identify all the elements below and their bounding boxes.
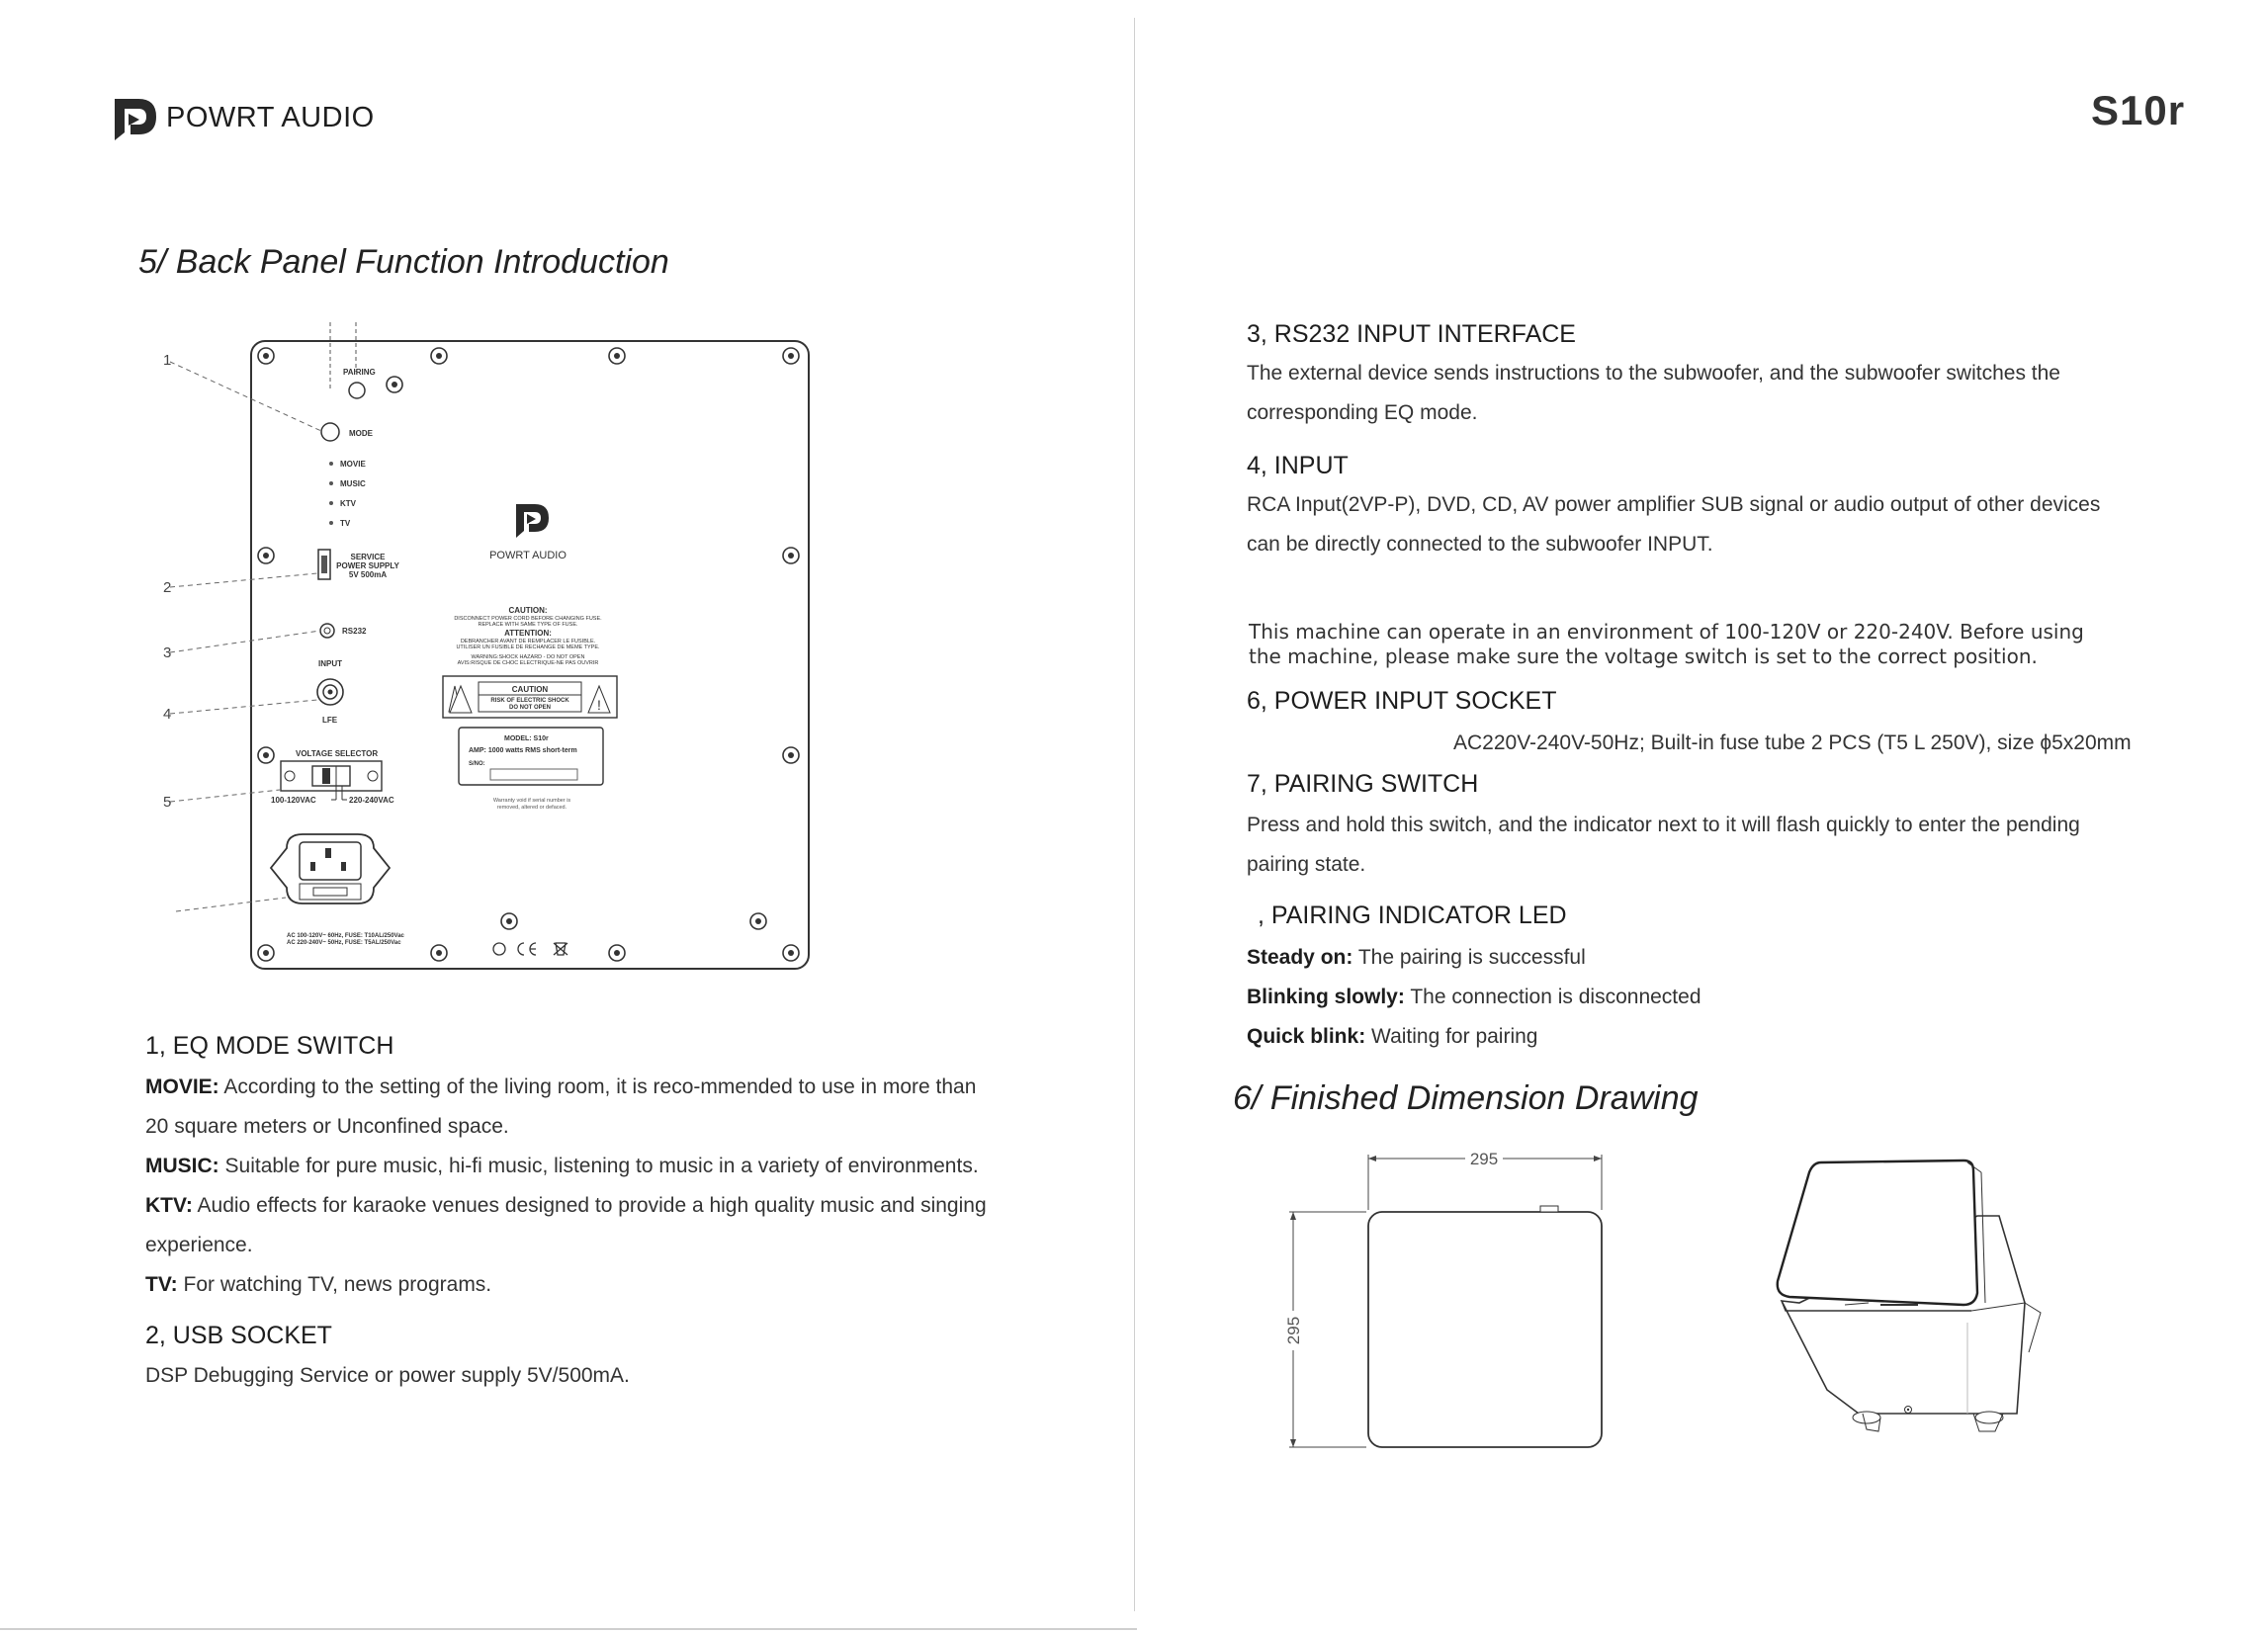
isometric-view-drawing: [1770, 1155, 2056, 1451]
movie-label: MOVIE:: [145, 1075, 219, 1098]
tv-label: TV:: [145, 1273, 178, 1296]
music-line: [145, 1147, 1035, 1186]
caution-line-2: REPLACE WITH SAME TYPE OF FUSE.: [478, 622, 578, 628]
caution-box-title: CAUTION: [511, 685, 549, 694]
ac-spec-line-1: AC 100-120V~ 60Hz, FUSE: T10AL/250Vac: [287, 933, 404, 939]
usb-label-3: 5V 500mA: [348, 570, 388, 579]
iso-top-panel: [1778, 1160, 1977, 1305]
caution-box-line-2: DO NOT OPEN: [508, 705, 552, 711]
powrt-logo-icon: [113, 93, 156, 142]
pairing-switch-body: [1247, 806, 2080, 885]
ktv-line-2: experience.: [145, 1234, 253, 1256]
ktv-label: KTV:: [145, 1194, 193, 1217]
model-mark: S10r: [2091, 87, 2186, 133]
blink-label: Blinking slowly:: [1247, 986, 1405, 1008]
movie-line: [145, 1068, 1035, 1107]
model-box-line-1: MODEL: S10r: [504, 735, 549, 742]
input-heading: 4, INPUT: [1247, 452, 1349, 479]
steady-label: Steady on:: [1247, 946, 1353, 969]
front-dimension-drawing: [1275, 1147, 1631, 1463]
quick-text: Waiting for pairing: [1365, 1025, 1538, 1048]
voltage-note-line-2: the machine, please make sure the voltage switch is set to the correct position.: [1249, 645, 2038, 668]
model-box-line-3: S/NO:: [469, 761, 485, 767]
pairing-led-body: [1247, 938, 1701, 1057]
model-box-line-2: AMP: 1000 watts RMS short-term: [469, 747, 577, 754]
rs232-label: RS232: [342, 627, 367, 636]
warranty-line-1: Warranty void if serial number is: [492, 798, 571, 804]
height-label: 295: [1284, 1316, 1303, 1345]
blink-line: [1247, 978, 1701, 1017]
rs232-heading: 3, RS232 INPUT INTERFACE: [1247, 320, 1576, 348]
callout-1: 1: [163, 352, 172, 369]
warning-line-2: AVIS:RISQUE DE CHOC ELECTRIQUE-NE PAS OUVRIR: [457, 660, 599, 666]
input-line-1: RCA Input(2VP-P), DVD, CD, AV power amplifier SUB signal or audio output of other devices: [1247, 493, 2101, 516]
music-text: Suitable for pure music, hi-fi music, listening to music in a variety of environments.: [218, 1155, 979, 1177]
movie-line-2: 20 square meters or Unconfined space.: [145, 1115, 509, 1138]
caution-line-1: DISCONNECT POWER CORD BEFORE CHANGING FUSE.: [454, 616, 602, 622]
panel-logo-text: POWRT AUDIO: [489, 550, 567, 561]
voltage-note-line-1: This machine can operate in an environment of 100-120V or 220-240V. Before using: [1249, 620, 2084, 644]
pairing-button-icon: [349, 383, 365, 398]
steady-line: [1247, 938, 1701, 978]
pairing-switch-heading: 7, PAIRING SWITCH: [1247, 770, 1479, 798]
mode-button-icon: [321, 423, 339, 441]
caution-title: CAUTION:: [508, 606, 548, 615]
callout-4: 4: [163, 706, 172, 723]
caution-box-line-1: RISK OF ELECTRIC SHOCK: [490, 698, 569, 704]
mode-movie: MOVIE: [340, 460, 366, 469]
input-line-2: can be directly connected to the subwoofer INPUT.: [1247, 533, 1713, 556]
tv-text: For watching TV, news programs.: [177, 1273, 492, 1296]
brand-name: POWRT AUDIO: [166, 101, 375, 133]
rs232-line-1: The external device sends instructions to the subwoofer, and the subwoofer switches the: [1247, 362, 2060, 385]
usb-label-2: POWER SUPPLY: [336, 561, 399, 570]
back-panel-title: 5/ Back Panel Function Introduction: [138, 243, 669, 281]
rs232-line-2: corresponding EQ mode.: [1247, 401, 1478, 424]
rs232-body: [1247, 354, 2060, 433]
pairing-switch-line-1: Press and hold this switch, and the indicator next to it will flash quickly to enter the pending: [1247, 814, 2080, 836]
quick-line: [1247, 1017, 1701, 1057]
music-label: MUSIC:: [145, 1155, 219, 1177]
eq-mode-body: [145, 1068, 1035, 1305]
mode-music: MUSIC: [340, 479, 366, 488]
callout-3: 3: [163, 645, 172, 661]
input-label: INPUT: [318, 659, 342, 668]
usb-socket-heading: 2, USB SOCKET: [145, 1322, 332, 1349]
back-panel-drawing: [148, 314, 821, 977]
callout-2: 2: [163, 579, 172, 596]
warning-line-1: WARNING:SHOCK HAZARD - DO NOT OPEN: [471, 654, 585, 660]
voltage-option-high: 220-240VAC: [349, 796, 394, 805]
tv-line: [145, 1265, 1035, 1305]
usb-label-1: SERVICE: [350, 553, 386, 561]
input-body: [1247, 485, 2100, 564]
pairing-led-heading: , PAIRING INDICATOR LED: [1258, 902, 1567, 929]
voltage-label: VOLTAGE SELECTOR: [296, 749, 379, 758]
mode-label: MODE: [349, 429, 373, 438]
attention-line-2: UTILISER UN FUSIBLE DE RECHANGE DE MEME TYPE.: [456, 645, 600, 650]
svg-text:!: !: [597, 697, 601, 713]
power-input-heading: 6, POWER INPUT SOCKET: [1247, 687, 1557, 715]
bottom-rule: [0, 1628, 1137, 1630]
blink-text: The connection is disconnected: [1404, 986, 1701, 1008]
movie-text: According to the setting of the living room, it is reco-mmended to use in more than: [218, 1075, 977, 1098]
voltage-option-low: 100-120VAC: [271, 796, 316, 805]
pairing-switch-line-2: pairing state.: [1247, 853, 1366, 876]
mode-ktv: KTV: [340, 499, 356, 508]
usb-socket-text: DSP Debugging Service or power supply 5V/500mA.: [145, 1364, 630, 1387]
front-view-outline: [1368, 1212, 1602, 1447]
brand-header: [113, 93, 375, 142]
steady-text: The pairing is successful: [1352, 946, 1586, 969]
warranty-line-2: removed, altered or defaced.: [496, 805, 567, 811]
width-label: 295: [1469, 1150, 1499, 1168]
quick-label: Quick blink:: [1247, 1025, 1366, 1048]
ktv-text: Audio effects for karaoke venues designed to provide a high quality music and singing: [192, 1194, 987, 1217]
page-divider: [1134, 18, 1135, 1611]
lfe-label: LFE: [322, 716, 338, 725]
callout-5: 5: [163, 794, 172, 811]
ktv-line: [145, 1186, 1035, 1226]
eq-mode-heading: 1, EQ MODE SWITCH: [145, 1032, 394, 1060]
attention-line-1: DEBRANCHER AVANT DE REMPLACER LE FUSIBLE.: [460, 639, 596, 645]
voltage-note: [1249, 620, 2084, 669]
attention-title: ATTENTION:: [504, 629, 552, 638]
power-input-text: AC220V-240V-50Hz; Built-in fuse tube 2 PCS (T5 L 250V), size ϕ5x20mm: [1453, 731, 2132, 754]
mode-tv: TV: [340, 519, 351, 528]
ac-spec-line-2: AC 220-240V~ 50Hz, FUSE: T5AL/250Vac: [287, 940, 401, 946]
pairing-label: PAIRING: [343, 368, 376, 377]
dimension-title: 6/ Finished Dimension Drawing: [1233, 1079, 1699, 1117]
